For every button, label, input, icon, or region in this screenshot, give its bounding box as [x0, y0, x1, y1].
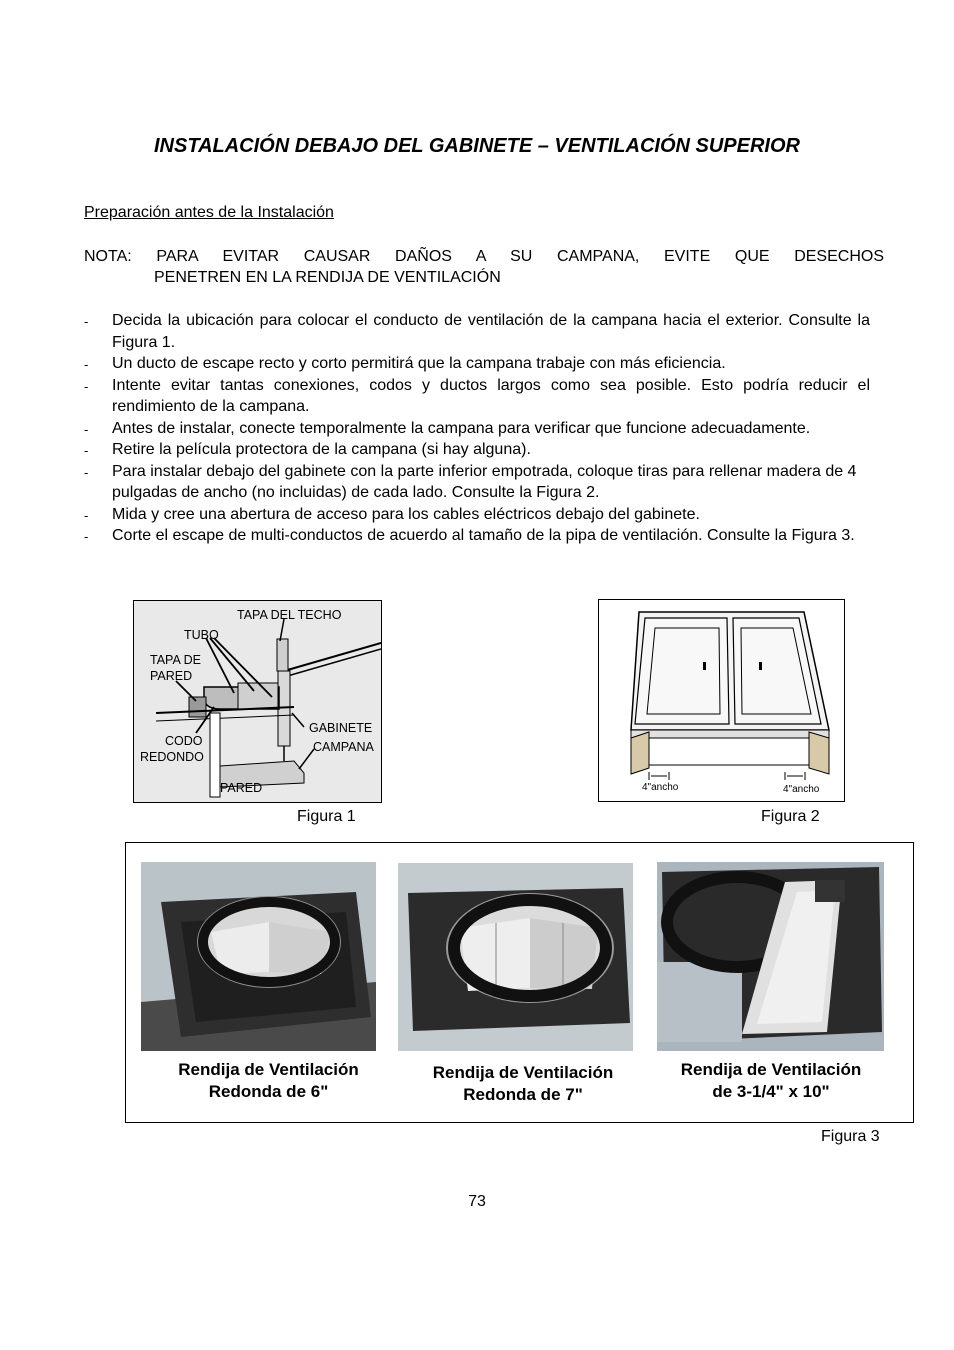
bullet-dash: - — [84, 443, 89, 458]
label-hood: CAMPANA — [313, 740, 374, 754]
photo-2-caption-line-1: Rendija de Ventilación — [432, 1063, 614, 1082]
list-item: - Decida la ubicación para colocar el conducto de ventilación de la campana hacia el exterior. Consulte la Figura 1. — [84, 312, 870, 351]
bullet-dash: - — [84, 378, 89, 394]
figure-2-cabinet-diagram — [598, 599, 845, 802]
page-number: 73 — [468, 1193, 486, 1210]
figure-3-caption: Figura 3 — [821, 1128, 880, 1145]
section-subtitle: Preparación antes de la Instalación — [84, 204, 334, 221]
bullet-dash: - — [84, 314, 89, 329]
label-cabinet: GABINETE — [309, 721, 373, 735]
photo-rectangular-vent — [657, 862, 884, 1051]
bullet-dash: - — [84, 421, 89, 437]
list-item: - Un ducto de escape recto y corto permitirá que la campana trabaje con más eficiencia. — [84, 353, 870, 375]
bullet-dash: - — [84, 507, 89, 523]
list-item: - Retire la película protectora de la campana (si hay alguna). — [84, 439, 870, 461]
photo-3-caption-line-2: de 3-1/4" x 10" — [712, 1082, 830, 1101]
list-item: - Intente evitar tantas conexiones, codos y ductos largos como sea posible. Esto podría reducir el rendimiento de la campana. — [84, 376, 870, 415]
bullet-dash: - — [84, 529, 89, 544]
note-line-1: NOTA: PARA EVITAR CAUSAR DAÑOS A SU CAMPANA, EVITE QUE DESECHOS — [84, 248, 884, 265]
figure-3-vent-photos — [125, 842, 914, 1123]
list-item: - Para instalar debajo del gabinete con la parte inferior empotrada, coloque tiras para rellenar madera de 4 pulgadas de ancho (no incluidas) de cada lado. Consulte la Figura 2. — [84, 462, 857, 501]
list-item: - Mida y cree una abertura de acceso para los cables eléctricos debajo del gabinete. — [84, 504, 870, 526]
page-title: INSTALACIÓN DEBAJO DEL GABINETE – VENTILACIÓN SUPERIOR — [154, 135, 800, 157]
label-wall: PARED — [220, 781, 263, 795]
list-item: - Antes de instalar, conecte temporalmente la campana para verificar que funcione adecuadamente. — [84, 418, 870, 440]
note — [84, 246, 884, 288]
photo-1-caption-line-2: Redonda de 6" — [208, 1082, 329, 1101]
photo-3-caption-line-1: Rendija de Ventilación — [680, 1060, 862, 1079]
instruction-list — [84, 310, 870, 547]
list-item: - Corte el escape de multi-conductos de acuerdo al tamaño de la pipa de ventilación. Consulte la Figura 3. — [84, 525, 870, 547]
photo-2-caption-line-2: Redonda de 7" — [463, 1085, 583, 1104]
photo-round-7-inch-vent — [398, 863, 633, 1051]
bullet-dash: - — [84, 464, 89, 480]
note-line-2: PENETREN EN LA RENDIJA DE VENTILACIÓN — [154, 269, 501, 286]
label-elbow-1: CODO — [165, 734, 203, 748]
figure-1-duct-diagram — [133, 600, 382, 803]
cabinet-illustration — [599, 600, 844, 801]
label-roof-cap: TAPA DEL TECHO — [237, 608, 342, 622]
label-wall-cap-2: PARED — [150, 669, 193, 683]
figure-2-caption: Figura 2 — [761, 808, 820, 825]
bullet-dash: - — [84, 357, 89, 372]
photo-round-6-inch-vent — [141, 862, 376, 1051]
label-width-left: 4"ancho — [642, 782, 679, 793]
label-elbow-2: REDONDO — [140, 750, 204, 764]
figure-1-caption: Figura 1 — [297, 808, 356, 825]
label-wall-cap-1: TAPA DE — [150, 653, 201, 667]
label-tube: TUBO — [184, 628, 219, 642]
label-width-right: 4"ancho — [783, 784, 820, 795]
photo-1-caption-line-1: Rendija de Ventilación — [178, 1060, 359, 1079]
duct-diagram-illustration — [134, 601, 381, 802]
